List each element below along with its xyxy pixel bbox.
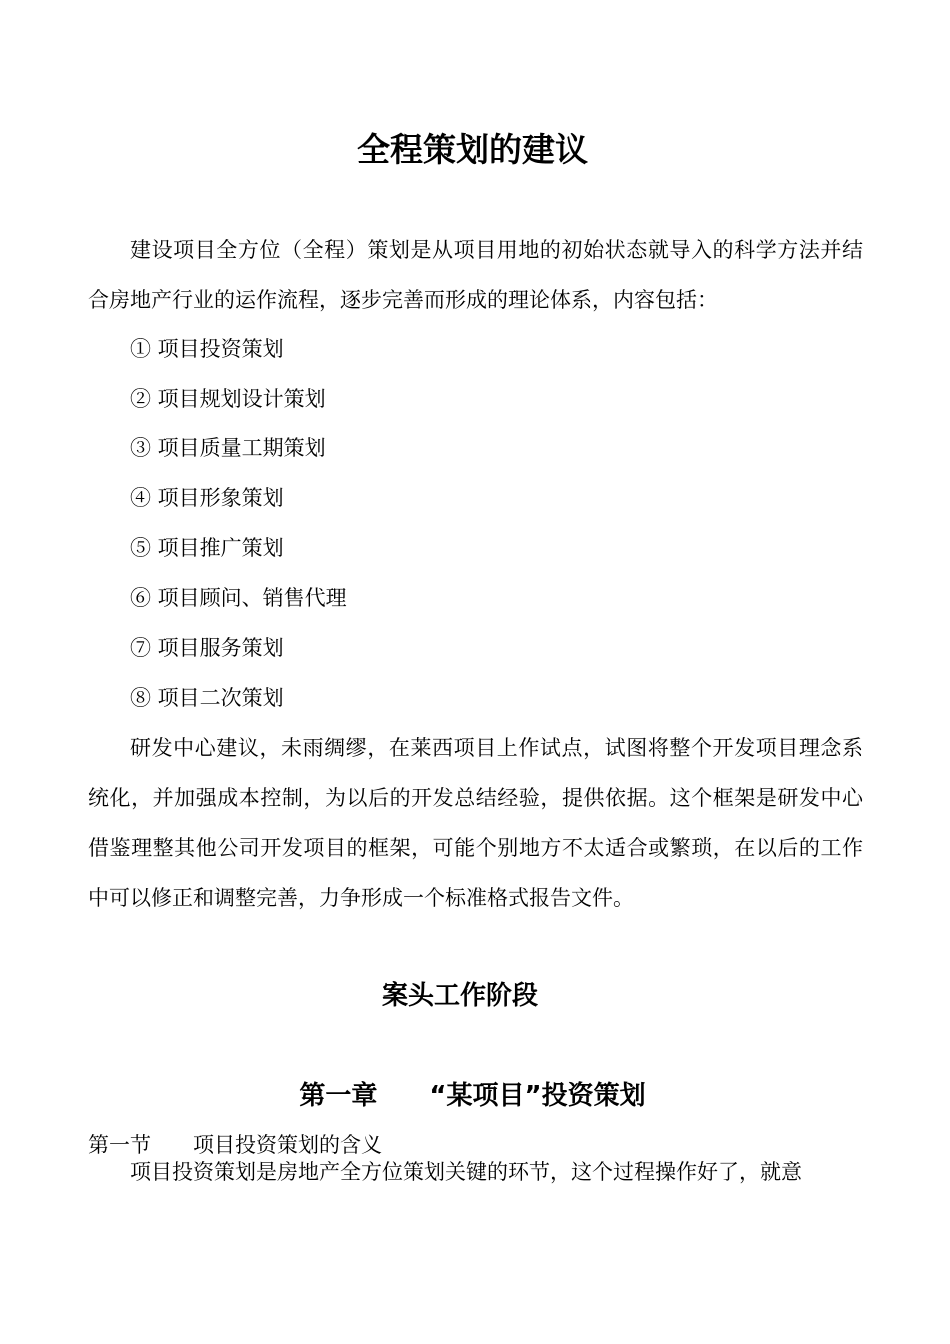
list-item-4: ④ 项目形象策划 [130, 486, 284, 510]
chapter-title: 第一章 “某项目”投资策划 [299, 1081, 646, 1111]
list-item-6: ⑥ 项目顾问、销售代理 [130, 586, 347, 610]
list-item-2: ② 项目规划设计策划 [130, 387, 326, 411]
body-paragraph: 项目投资策划是房地产全方位策划关键的环节，这个过程操作好了，就意 [130, 1160, 802, 1184]
list-item-1: ① 项目投资策划 [130, 337, 284, 361]
intro-paragraph: 建设项目全方位（全程）策划是从项目用地的初始状态就导入的科学方法并结合房地产行业的运作流程，逐步完善而形成的理论体系，内容包括： [88, 238, 863, 312]
section-title: 案头工作阶段 [381, 981, 538, 1011]
list-item-7: ⑦ 项目服务策划 [130, 636, 284, 660]
closing-paragraph: 研发中心建议，未雨绸缪，在莱西项目上作试点，试图将整个开发项目理念系统化，并加强成本控制，为以后的开发总结经验，提供依据。这个框架是研发中心借鉴理整其他公司开发项目的框架，可能个别地方不太适合或繁琐，在以后的工作中可以修正和调整完善，力争形成一个标准格式报告文件。 [88, 736, 863, 910]
list-item-3: ③ 项目质量工期策划 [130, 436, 326, 460]
list-item-8: ⑧ 项目二次策划 [130, 686, 284, 710]
list-item-5: ⑤ 项目推广策划 [130, 536, 284, 560]
document-title: 全程策划的建议 [357, 130, 588, 169]
section-heading: 第一节 项目投资策划的含义 [88, 1133, 382, 1157]
